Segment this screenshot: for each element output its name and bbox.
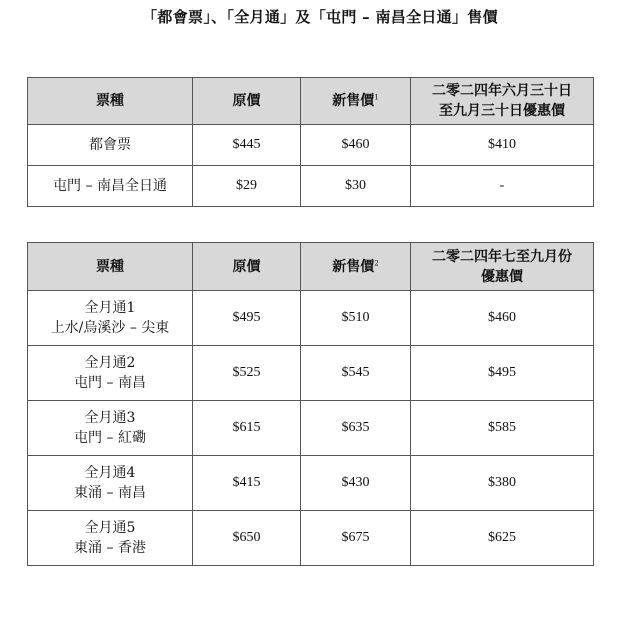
header-original-price: 原價 bbox=[193, 243, 301, 291]
original-price-cell: $525 bbox=[193, 346, 301, 401]
ticket-type-cell: 屯門 – 南昌全日通 bbox=[28, 166, 193, 207]
table-row bbox=[28, 291, 594, 346]
new-price-cell: $545 bbox=[301, 346, 411, 401]
ticket-type-cell: 都會票 bbox=[28, 125, 193, 166]
fare-table-metro-pass bbox=[27, 77, 594, 207]
table-row bbox=[28, 401, 594, 456]
header-ticket-type: 票種 bbox=[28, 78, 193, 125]
promo-price-cell: - bbox=[411, 166, 594, 207]
header-promo-price: 二零二四年七至九月份 優惠價 bbox=[411, 243, 594, 291]
ticket-type-cell: 全月通1 上水/烏溪沙 – 尖東 bbox=[28, 291, 193, 346]
promo-price-cell: $625 bbox=[411, 511, 594, 566]
original-price-cell: $495 bbox=[193, 291, 301, 346]
original-price-cell: $29 bbox=[193, 166, 301, 207]
promo-price-cell: $585 bbox=[411, 401, 594, 456]
table-header-row bbox=[28, 243, 594, 291]
promo-price-cell: $495 bbox=[411, 346, 594, 401]
promo-price-cell: $410 bbox=[411, 125, 594, 166]
header-promo-price: 二零二四年六月三十日 至九月三十日優惠價 bbox=[411, 78, 594, 125]
new-price-cell: $30 bbox=[301, 166, 411, 207]
footnote-marker: 2 bbox=[374, 258, 379, 267]
ticket-type-cell: 全月通3 屯門 – 紅磡 bbox=[28, 401, 193, 456]
new-price-cell: $675 bbox=[301, 511, 411, 566]
original-price-cell: $445 bbox=[193, 125, 301, 166]
header-original-price: 原價 bbox=[193, 78, 301, 125]
page-title: 「都會票」、「全月通」及「屯門 – 南昌全日通」售價 bbox=[142, 8, 498, 26]
new-price-cell: $510 bbox=[301, 291, 411, 346]
promo-price-cell: $460 bbox=[411, 291, 594, 346]
table-header-row bbox=[28, 78, 594, 125]
original-price-cell: $415 bbox=[193, 456, 301, 511]
ticket-type-cell: 全月通2 屯門 – 南昌 bbox=[28, 346, 193, 401]
footnote-marker: 1 bbox=[374, 93, 379, 102]
new-price-cell: $635 bbox=[301, 401, 411, 456]
header-new-price: 新售價$^2$ bbox=[301, 243, 411, 291]
new-price-cell: $430 bbox=[301, 456, 411, 511]
header-ticket-type: 票種 bbox=[28, 243, 193, 291]
original-price-cell: $650 bbox=[193, 511, 301, 566]
new-price-cell: $460 bbox=[301, 125, 411, 166]
table-row bbox=[28, 456, 594, 511]
promo-price-cell: $380 bbox=[411, 456, 594, 511]
ticket-type-cell: 全月通4 東涌 – 南昌 bbox=[28, 456, 193, 511]
table-row bbox=[28, 346, 594, 401]
header-new-price: 新售價$^1$ bbox=[301, 78, 411, 125]
ticket-type-cell: 全月通5 東涌 – 香港 bbox=[28, 511, 193, 566]
original-price-cell: $615 bbox=[193, 401, 301, 456]
fare-table-monthly-pass bbox=[27, 242, 594, 566]
table-row bbox=[28, 166, 594, 207]
table-row bbox=[28, 511, 594, 566]
table-row bbox=[28, 125, 594, 166]
